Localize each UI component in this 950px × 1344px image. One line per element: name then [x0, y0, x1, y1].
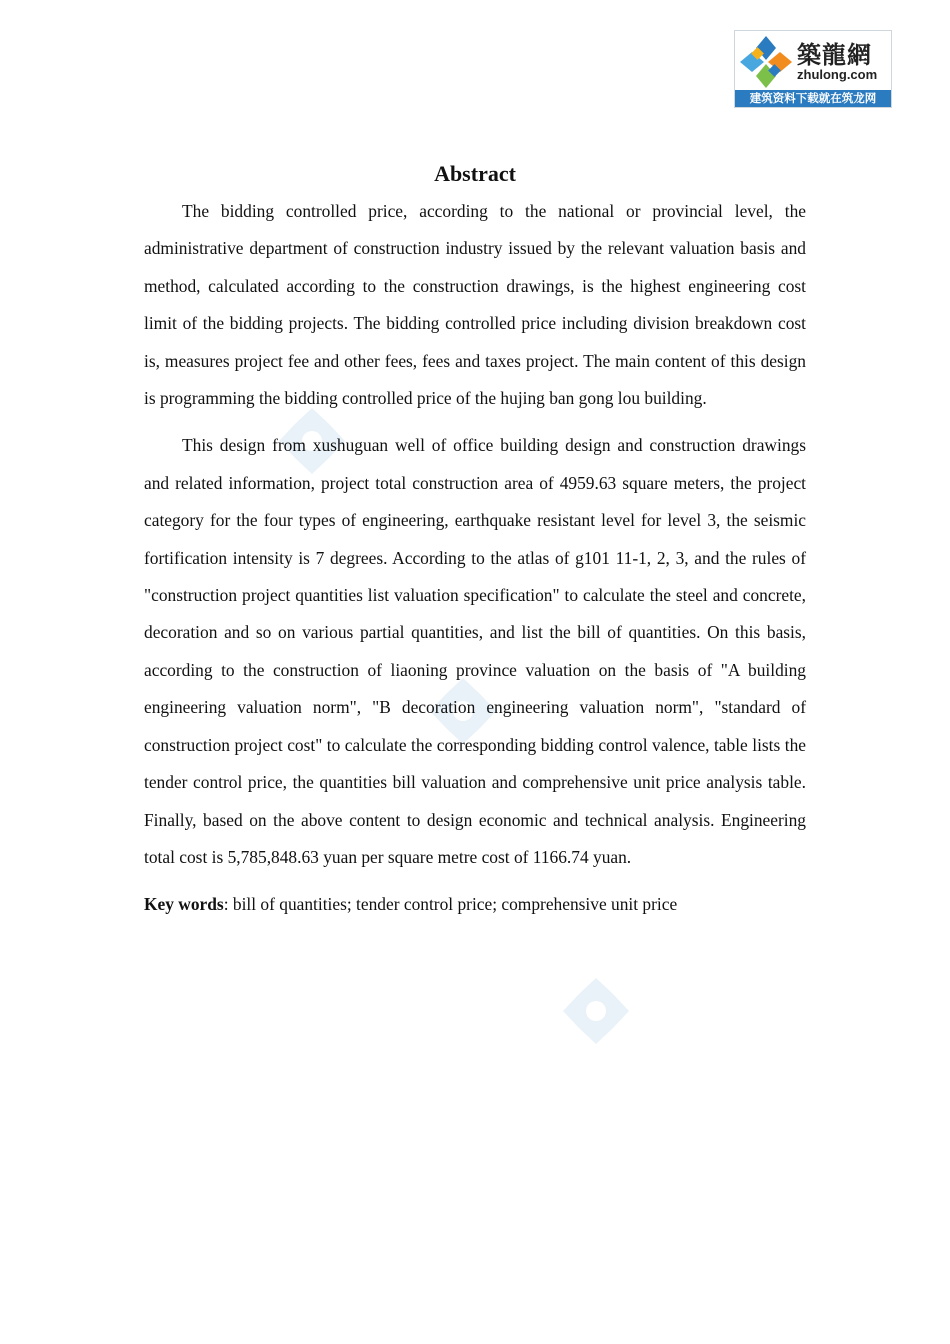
- abstract-section: [144, 158, 806, 923]
- logo-chinese-name: 築龍網: [797, 41, 872, 69]
- keywords-line: [144, 886, 806, 923]
- logo-flower-icon: [738, 34, 794, 90]
- keywords-text: : bill of quantities; tender control price; comprehensive unit price: [223, 894, 678, 915]
- page-title: Abstract: [434, 161, 516, 186]
- abstract-paragraph-2: This design from xushuguan well of office building design and construction drawings and related information, project total construction area of 4959.63 square meters, the project category for the four types of engineering, earthquake resistant level for level 3, the seismic fortification intensity is 7 degrees. According to the atlas of g101 11-1, 2, 3, and the rules of "construction project quantities list valuation specification" to calculate the steel and concrete, decoration and so on various partial quantities, and list the bill of quantities. On this basis, according to the construction of liaoning province valuation on the basis of "A building engineering valuation norm", "B decoration engineering valuation norm", "standard of construction project cost" to calculate the corresponding bidding control valence, table lists the tender control price, the quantities bill valuation and comprehensive unit price analysis table. Finally, based on the above content to design economic and technical analysis. Engineering total cost is 5,785,848.63 yuan per square metre cost of 1166.74 yuan.: [144, 435, 806, 867]
- keywords-label: Key words: [144, 894, 224, 915]
- abstract-paragraph-1: The bidding controlled price, according to the national or provincial level, the administrative department of construction industry issued by the relevant valuation basis and method, calculated according to the construction drawings, is the highest engineering cost limit of the bidding projects. The bidding controlled price including division breakdown cost is, measures project fee and other fees, fees and taxes project. The main content of this design is programming the bidding controlled price of the hujing ban gong lou building.: [144, 201, 806, 409]
- logo-domain: zhulong.com: [797, 67, 878, 82]
- site-logo: [734, 30, 892, 108]
- logo-tagline: 建筑资料下载就在筑龙网: [735, 90, 891, 107]
- watermark-icon: [561, 976, 631, 1046]
